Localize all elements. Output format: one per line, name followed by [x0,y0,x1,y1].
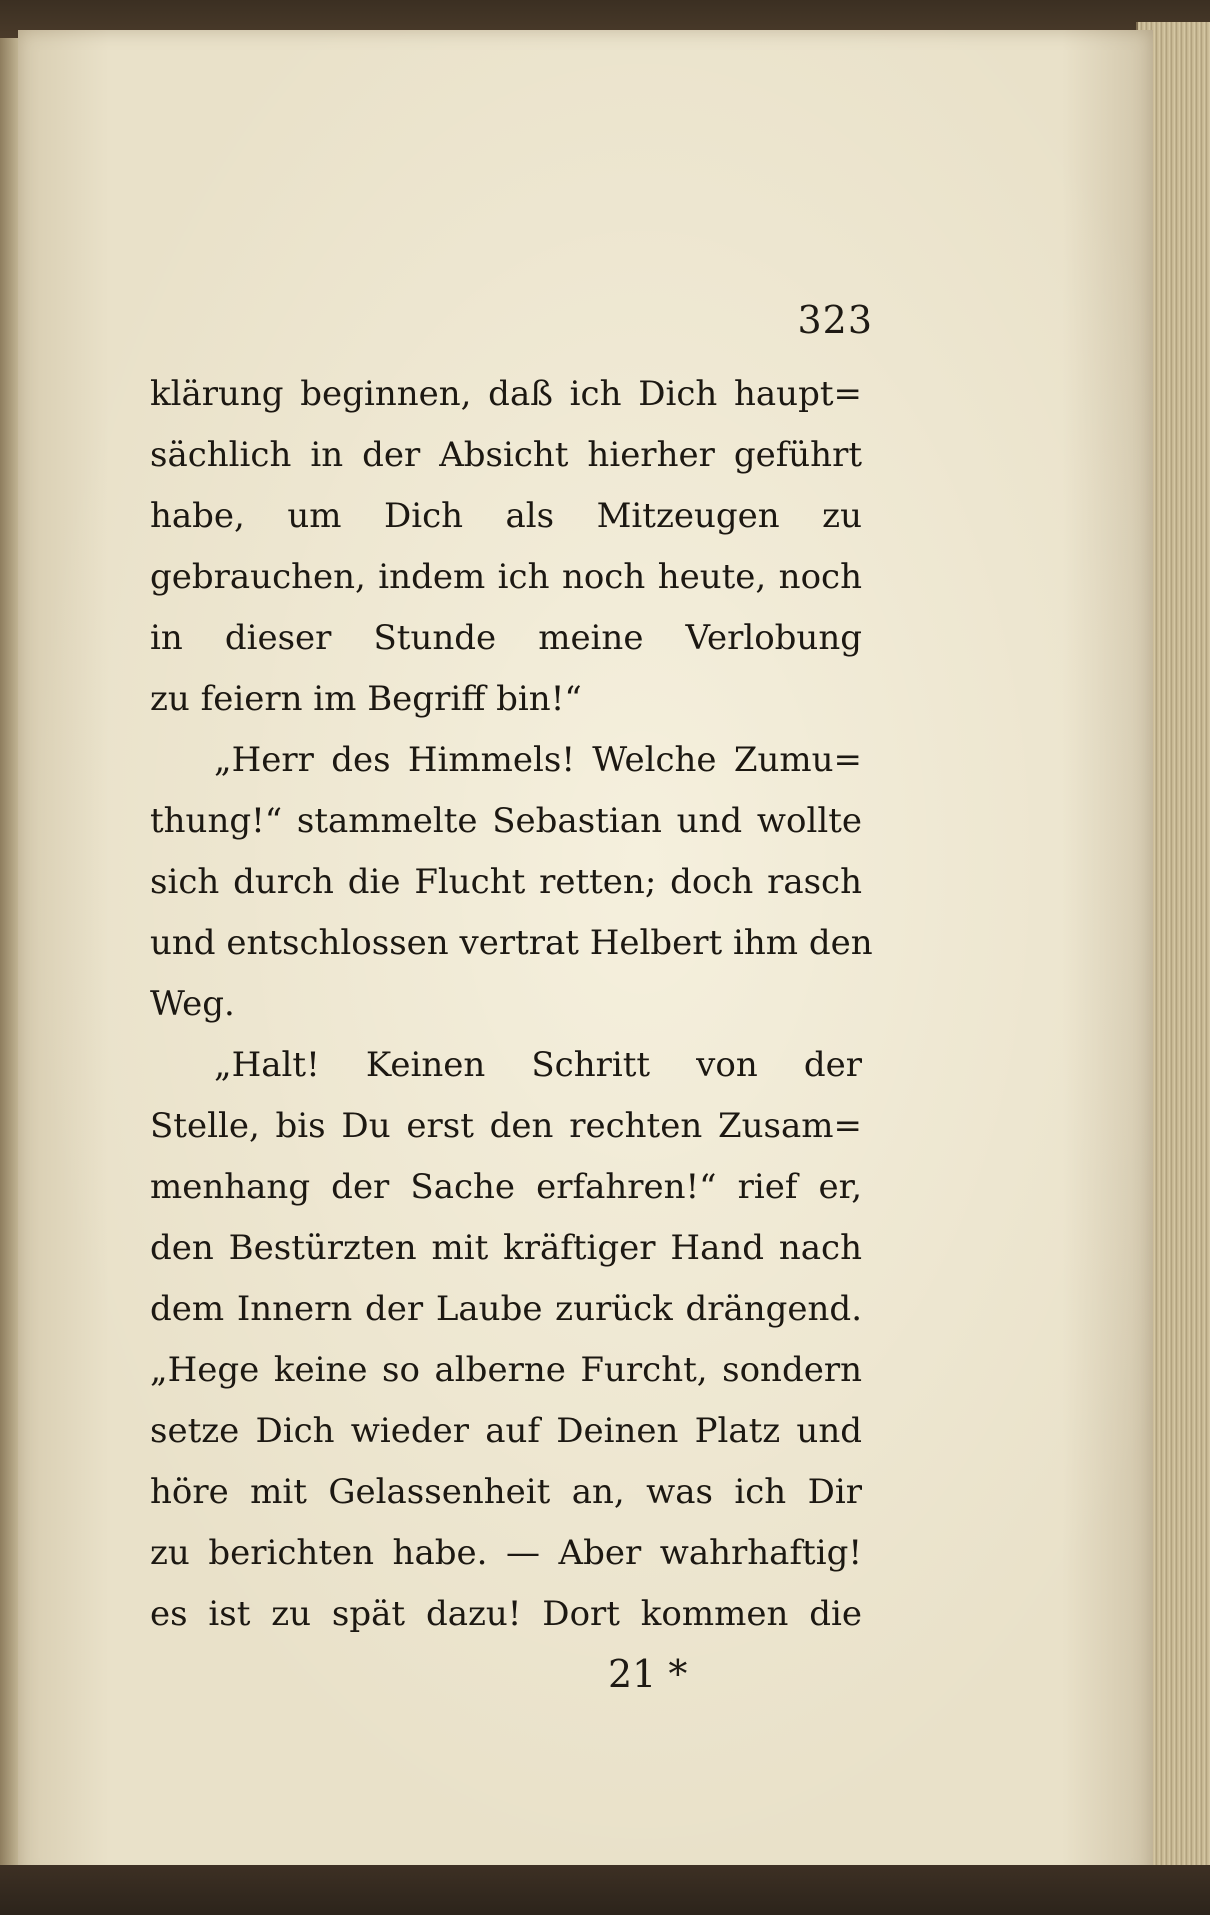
text-line: habe, um Dich als Mitzeugen zu [150,496,862,536]
text-line: „Halt! Keinen Schritt von der [214,1045,862,1085]
text-line: in dieser Stunde meine Verlobung [150,618,862,658]
signature-mark: 21 * [608,1652,688,1696]
text-line: und entschlossen vertrat Helbert ihm den [150,923,873,963]
text-line: sich durch die Flucht retten; doch rasch [150,862,862,902]
text-line: Weg. [150,984,235,1024]
text-line: zu berichten habe. — Aber wahrhaftig! [150,1533,862,1573]
book-page [18,30,1153,1880]
text-line: klärung beginnen, daß ich Dich haupt= [150,374,862,414]
text-line: den Bestürzten mit kräftiger Hand nach [150,1228,862,1268]
text-line: höre mit Gelassenheit an, was ich Dir [150,1472,862,1512]
text-line: sächlich in der Absicht hierher geführt [150,435,862,475]
body-text [150,364,873,1645]
page-number: 323 [797,298,873,342]
text-line: thung!“ stammelte Sebastian und wollte [150,801,862,841]
text-line: „Hege keine so alberne Furcht, sondern [150,1350,862,1390]
text-line: „Herr des Himmels! Welche Zumu= [214,740,862,780]
text-line: gebrauchen, indem ich noch heute, noch [150,557,862,597]
text-line: zu feiern im Begriff bin!“ [150,679,582,719]
text-line: setze Dich wieder auf Deinen Platz und [150,1411,862,1451]
book-cover-bottom-edge [0,1865,1210,1915]
text-line: es ist zu spät dazu! Dort kommen die [150,1594,862,1634]
text-line: dem Innern der Laube zurück drängend. [150,1289,862,1329]
text-line: menhang der Sache erfahren!“ rief er, [150,1167,862,1207]
text-line: Stelle, bis Du erst den rechten Zusam= [150,1106,862,1146]
